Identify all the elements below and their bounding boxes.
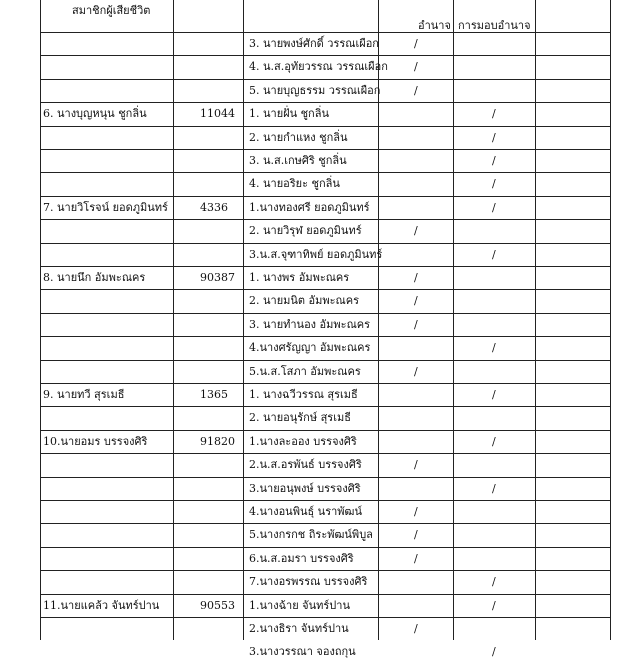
member-id: 90553 [200,598,235,612]
row-divider [40,570,610,571]
row-divider [40,430,610,431]
heir-name: 3.นายอนุพงษ์ บรรจงศิริ [249,481,361,495]
heir-name: 3.นางวรรณา จองถกุน [249,645,356,658]
column-divider [610,0,611,640]
member-id: 1365 [200,388,228,401]
authority-mark: / [414,505,418,518]
row-divider [40,500,610,501]
heir-name: 2. นายอนุรักษ์ สุรเมธี [249,411,351,425]
delegation-mark: / [492,645,496,658]
delegation-mark: / [492,341,496,355]
row-divider [40,196,610,197]
heir-name: 4. น.ส.อุทัยวรรณ วรรณเผือก [249,60,388,74]
heir-name: 2. นายวิรุฬ ยอดภูมินทร์ [249,224,362,238]
row-divider [40,172,610,173]
member-name: 11.นายแคล้ว จันทร์ปาน [43,598,160,612]
member-id: 11044 [200,107,235,121]
row-divider [40,406,610,407]
column-divider [40,0,41,640]
member-id: 90387 [200,271,235,284]
row-divider [40,32,610,33]
authority-mark: / [414,60,418,74]
member-name: 9. นายทวี สุรเมธี [43,388,125,401]
row-divider [40,617,610,618]
row-divider [40,55,610,56]
authority-mark: / [414,551,418,565]
heir-name: 5.นางกรกช ถิระพัฒน์พิบูล [249,528,373,542]
authority-mark: / [414,458,418,472]
heir-name: 1. นางพร อัมพะณคร [249,271,350,284]
heir-name: 4. นายอริยะ ชูกลิ่น [249,177,340,191]
member-name: 8. นายนึก อัมพะณคร [43,271,146,284]
authority-mark: / [414,37,418,50]
delegation-mark: / [492,481,496,495]
row-divider [40,102,610,103]
heir-name: 6.น.ส.อมรา บรรจงศิริ [249,551,354,565]
heir-name: 3. นายทำนอง อัมพะณคร [249,317,371,331]
row-divider [40,289,610,290]
delegation-mark: / [492,107,496,121]
row-divider [40,126,610,127]
header-delegation: การมอบอำนาจ [458,19,531,32]
authority-mark: / [414,224,418,238]
authority-mark: / [414,622,418,635]
authority-mark: / [414,317,418,331]
heir-name: 7.นางอรพรรณ บรรจงศิริ [249,575,368,589]
header-authority: อำนาจ [418,19,451,32]
member-id: 4336 [200,200,228,214]
authority-mark: / [414,271,418,284]
delegation-mark: / [492,177,496,191]
heir-name: 4.นางศรัญญา อัมพะณคร [249,341,371,355]
column-divider [243,0,244,640]
heir-name: 4.นางอนพินธุ์ นราพัฒน์ [249,505,362,518]
heir-name: 3.น.ส.จุฑาทิพย์ ยอดภูมินทร์ [249,247,383,261]
authority-mark: / [414,528,418,542]
row-divider [40,79,610,80]
row-divider [40,594,610,595]
heir-name: 1. นายฝั่น ชูกลิ่น [249,107,329,121]
heir-name: 1.นางฉ้าย จันทร์ปาน [249,598,350,612]
delegation-mark: / [492,130,496,144]
row-divider [40,219,610,220]
row-divider [40,453,610,454]
delegation-mark: / [492,154,496,167]
heir-name: 2.นางธิรา จันทร์ปาน [249,622,349,635]
column-divider [173,0,174,640]
heir-name: 1.นางละออง บรรจงศิริ [249,434,357,448]
heir-name: 2. นายมนิต อัมพะณคร [249,294,360,308]
heir-name: 3. น.ส.เกษศิริ ชูกลิ่น [249,154,347,167]
column-divider [535,0,536,640]
authority-mark: / [414,83,418,97]
row-divider [40,313,610,314]
row-divider [40,477,610,478]
authority-mark: / [414,294,418,308]
heir-name: 2. นายกำแหง ชูกลิ่น [249,130,348,144]
member-name: 10.นายอมร บรรจงศิริ [43,434,148,448]
delegation-mark: / [492,434,496,448]
heir-name: 5.น.ส.โสภา อัมพะณคร [249,364,361,378]
row-divider [40,383,610,384]
member-name: 7. นายวิโรจน์ ยอดภูมินทร์ [43,200,168,214]
delegation-mark: / [492,575,496,589]
authority-mark: / [414,364,418,378]
delegation-mark: / [492,388,496,401]
row-divider [40,360,610,361]
heir-name: 1.นางทองศรี ยอดภูมินทร์ [249,200,370,214]
heir-name: 5. นายบุญธรรม วรรณเผือก [249,83,381,97]
header-member: สมาชิกผู้เสียชีวิต [72,4,151,17]
row-divider [40,523,610,524]
row-divider [40,547,610,548]
row-divider [40,336,610,337]
row-divider [40,149,610,150]
column-divider [453,0,454,640]
row-divider [40,266,610,267]
delegation-mark: / [492,598,496,612]
delegation-mark: / [492,200,496,214]
member-id: 91820 [200,434,235,448]
heir-name: 2.น.ส.อรพันธ์ บรรจงศิริ [249,458,362,472]
member-name: 6. นางบุญหนุน ชูกลิ่น [43,107,147,121]
heir-name: 1. นางฉวีวรรณ สุรเมธี [249,388,358,401]
heir-name: 3. นายพงษ์ศักดิ์ วรรณเผือก [249,37,379,50]
delegation-mark: / [492,247,496,261]
row-divider [40,243,610,244]
